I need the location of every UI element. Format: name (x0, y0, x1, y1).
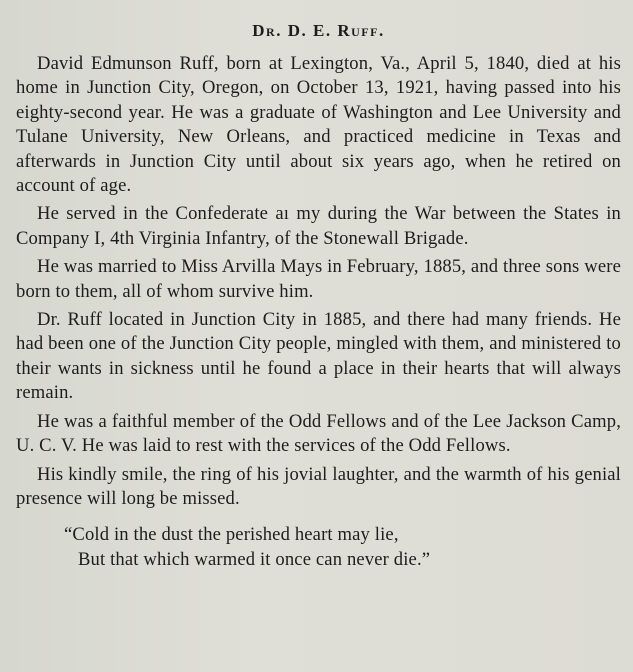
paragraph-remembrance: His kindly smile, the ring of his jovial laughter, and the warmth of his genial presence will long be missed. (16, 463, 621, 509)
verse-line-1: “Cold in the dust the perished heart may lie, (64, 524, 399, 546)
paragraph-community: Dr. Ruff located in Junction City in 1885, and there had many friends. He had been one of the Junction City people, mingled with them, and ministered to their wants in sickness until he found a place in their hearts that will always remain. (16, 309, 621, 404)
closing-verse (64, 523, 621, 572)
paragraph-biography: David Edmunson Ruff, born at Lexington, Va., April 5, 1840, died at his home in Junction City, Oregon, on October 13, 1921, having passed into his eighty-second year. He was a graduate of Washington and Lee University and Tulane University, New Orleans, and practiced medicine in Texas and afterwards in Junction City until about six years ago, when he retired on account of age. (16, 53, 621, 197)
paragraph-military-service: He served in the Confederate aı my during the War between the States in Company I, 4th Virginia Infantry, of the Stonewall Brigade. (16, 203, 621, 249)
verse-line-2: But that which warmed it once can never die.” (78, 548, 431, 570)
paragraph-marriage: He was married to Miss Arvilla Mays in February, 1885, and three sons were born to them, all of whom survive him. (16, 256, 621, 302)
paragraph-membership: He was a faithful member of the Odd Fellows and of the Lee Jackson Camp, U. C. V. He was laid to rest with the services of the Odd Fellows. (16, 410, 621, 457)
obituary-title: Dr. D. E. Ruff. (252, 21, 385, 40)
